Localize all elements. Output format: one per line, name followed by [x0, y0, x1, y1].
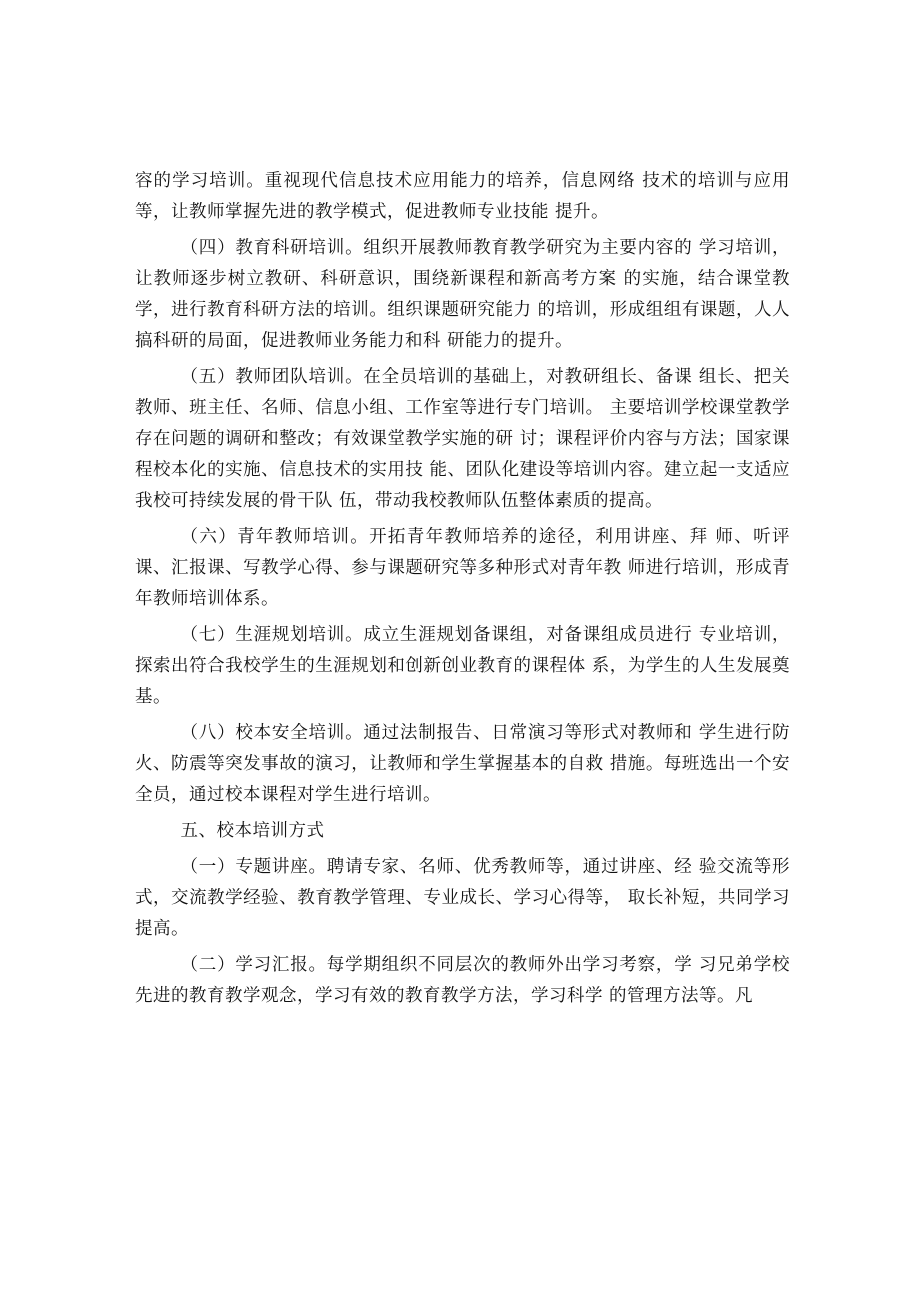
section-heading: 五、校本培训方式: [180, 821, 325, 841]
document-body: [135, 166, 790, 1017]
paragraph-team-training: （五）教师团队培训。在全员培训的基础上，对教研组长、备课 组长、把关教师、班主任、名师、信息小组、工作室等进行专门培训。 主要培训学校课堂教学存在问题的调研和整改；有效课堂教学实施的研 讨；课程评价内容与方法；国家课程校本化的实施、信息技术的实用技 能、团队化建设等培训内容。建立起一支适应我校可持续发展的骨干队 伍，带动我校教师队伍整体素质的提高。: [135, 367, 790, 511]
paragraph-research-training: （四）教育科研培训。组织开展教师教育教学研究为主要内容的 学习培训，让教师逐步树立教研、科研意识，围绕新课程和新高考方案 的实施，结合课堂教学，进行教育科研方法的培训。组织课题研究能力 的培训，形成组组有课题，人人搞科研的局面，促进教师业务能力和科 研能力的提升。: [135, 238, 790, 351]
paragraph-lectures: （一）专题讲座。聘请专家、名师、优秀教师等，通过讲座、经 验交流等形式，交流教学经验、教育教学管理、专业成长、学习心得等， 取长补短，共同学习提高。: [135, 857, 790, 939]
paragraph-young-teacher-training: （六）青年教师培训。开拓青年教师培养的途径，利用讲座、拜 师、听评课、汇报课、写教学心得、参与课题研究等多种形式对青年教 师进行培训，形成青年教师培训体系。: [135, 527, 790, 609]
paragraph-study-report: （二）学习汇报。每学期组织不同层次的教师外出学习考察，学 习兄弟学校先进的教育教学观念，学习有效的教育教学方法，学习科学 的管理方法等。凡: [135, 955, 790, 1006]
paragraph-continuation: 容的学习培训。重视现代信息技术应用能力的培养，信息网络 技术的培训与应用等，让教师掌握先进的教学模式，促进教师专业技能 提升。: [135, 171, 790, 222]
paragraph-safety-training: （八）校本安全培训。通过法制报告、日常演习等形式对教师和 学生进行防火、防震等突发事故的演习，让教师和学生掌握基本的自救 措施。每班选出一个安全员，通过校本课程对学生进行培训。: [135, 723, 790, 805]
paragraph-career-planning-training: （七）生涯规划培训。成立生涯规划备课组，对备课组成员进行 专业培训，探索出符合我校学生的生涯规划和创新创业教育的课程体 系，为学生的人生发展奠基。: [135, 625, 790, 707]
